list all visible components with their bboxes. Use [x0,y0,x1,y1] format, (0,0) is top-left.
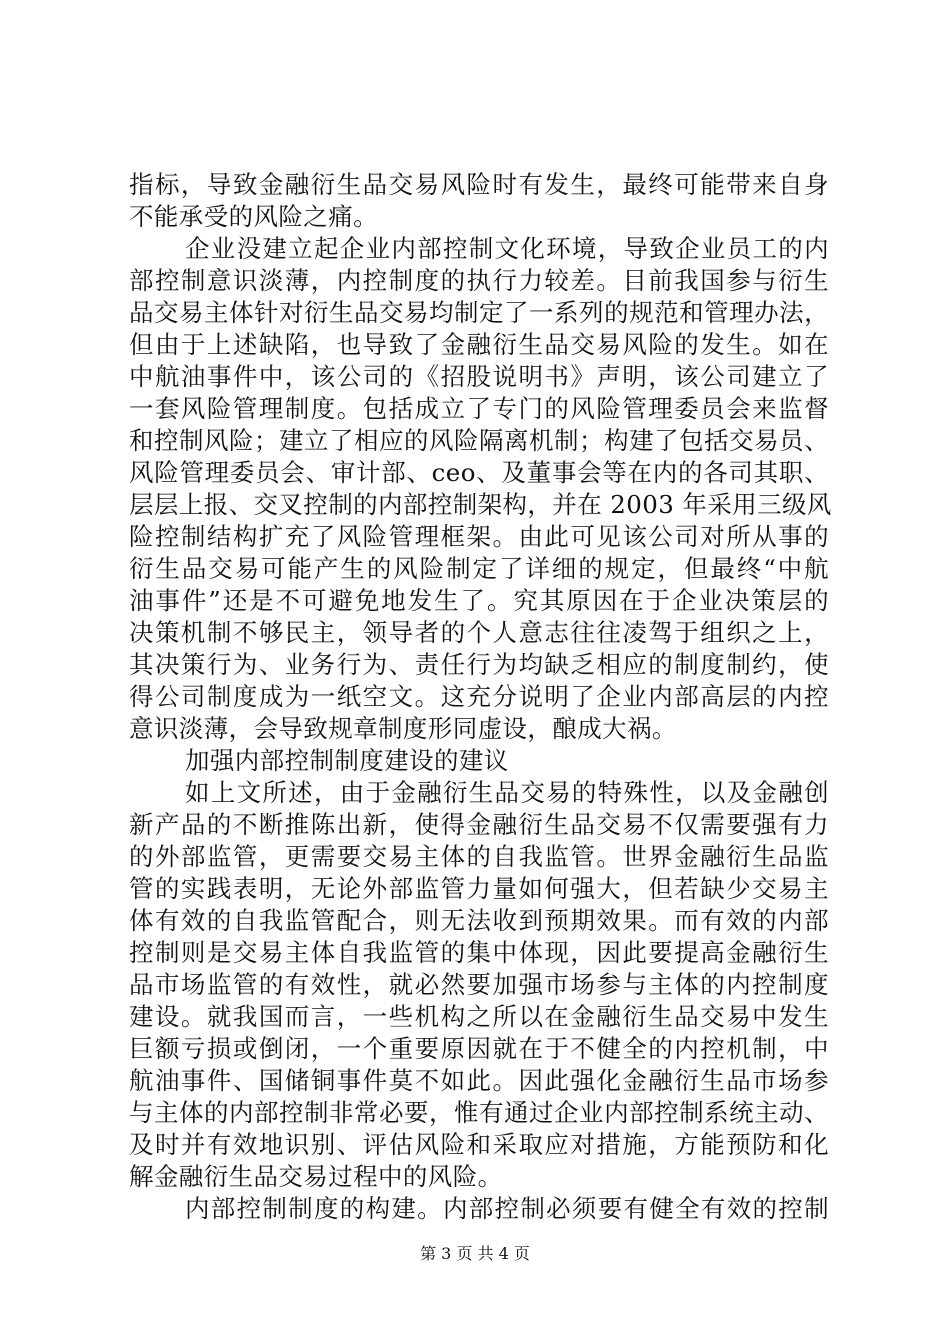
text-line: 决策机制不够民主，领导者的个人意志往往凌驾于组织之上， [129,618,829,647]
page-footer: 第 3 页 共 4 页 [420,1244,530,1263]
text-line: 控制则是交易主体自我监管的集中体现，因此要提高金融衍生 [129,938,829,967]
text-line: 及时并有效地识别、评估风险和采取应对措施，方能预防和化 [129,1130,829,1159]
text-line: 新产品的不断推陈出新，使得金融衍生品交易不仅需要强有力 [129,810,829,839]
text-line: 巨额亏损或倒闭，一个重要原因就在于不健全的内控机制，中 [129,1034,829,1063]
text-line: 品交易主体针对衍生品交易均制定了一系列的规范和管理办法， [129,298,829,327]
text-line: 险控制结构扩充了风险管理框架。由此可见该公司对所从事的 [129,522,829,551]
text-line: 但由于上述缺陷，也导致了金融衍生品交易风险的发生。如在 [129,330,829,359]
text-line: 意识淡薄，会导致规章制度形同虚设，酿成大祸。 [129,714,677,743]
text-line: 内部控制制度的构建。内部控制必须要有健全有效的控制 [185,1194,829,1223]
text-line: 与主体的内部控制非常必要，惟有通过企业内部控制系统主动、 [129,1098,829,1127]
text-line: 衍生品交易可能产生的风险制定了详细的规定，但最终“中航 [129,554,829,583]
document-body [129,169,832,1225]
text-line: 不能承受的风险之痛。 [129,202,378,231]
text-line: 一套风险管理制度。包括成立了专门的风险管理委员会来监督 [129,394,829,423]
text-line: 油事件”还是不可避免地发生了。究其原因在于企业决策层的 [129,586,829,615]
text-line: 管的实践表明，无论外部监管力量如何强大，但若缺少交易主 [129,874,829,903]
text-line: 品市场监管的有效性，就必然要加强市场参与主体的内控制度 [129,970,829,999]
text-line: 和控制风险；建立了相应的风险隔离机制；构建了包括交易员、 [129,426,829,455]
text-line: 其决策行为、业务行为、责任行为均缺乏相应的制度制约，使 [129,650,829,679]
text-line: 指标，导致金融衍生品交易风险时有发生，最终可能带来自身 [129,170,829,199]
text-line: 部控制意识淡薄，内控制度的执行力较差。目前我国参与衍生 [129,266,829,295]
text-line: 的外部监管，更需要交易主体的自我监管。世界金融衍生品监 [129,842,829,871]
text-line: 加强内部控制制度建设的建议 [185,746,509,775]
text-line: 企业没建立起企业内部控制文化环境，导致企业员工的内 [185,234,829,263]
text-line: 得公司制度成为一纸空文。这充分说明了企业内部高层的内控 [129,682,829,711]
text-line: 风险管理委员会、审计部、ceo、及董事会等在内的各司其职、 [129,458,829,487]
text-line: 层层上报、交叉控制的内部控制架构，并在 2003 年采用三级风 [129,490,832,519]
text-line: 体有效的自我监管配合，则无法收到预期效果。而有效的内部 [129,906,829,935]
text-line: 解金融衍生品交易过程中的风险。 [129,1162,503,1191]
text-line: 中航油事件中，该公司的《招股说明书》声明，该公司建立了 [129,362,829,391]
text-line: 航油事件、国储铜事件莫不如此。因此强化金融衍生品市场参 [129,1066,829,1095]
text-line: 如上文所述，由于金融衍生品交易的特殊性，以及金融创 [185,778,829,807]
text-line: 建设。就我国而言，一些机构之所以在金融衍生品交易中发生 [129,1002,829,1031]
